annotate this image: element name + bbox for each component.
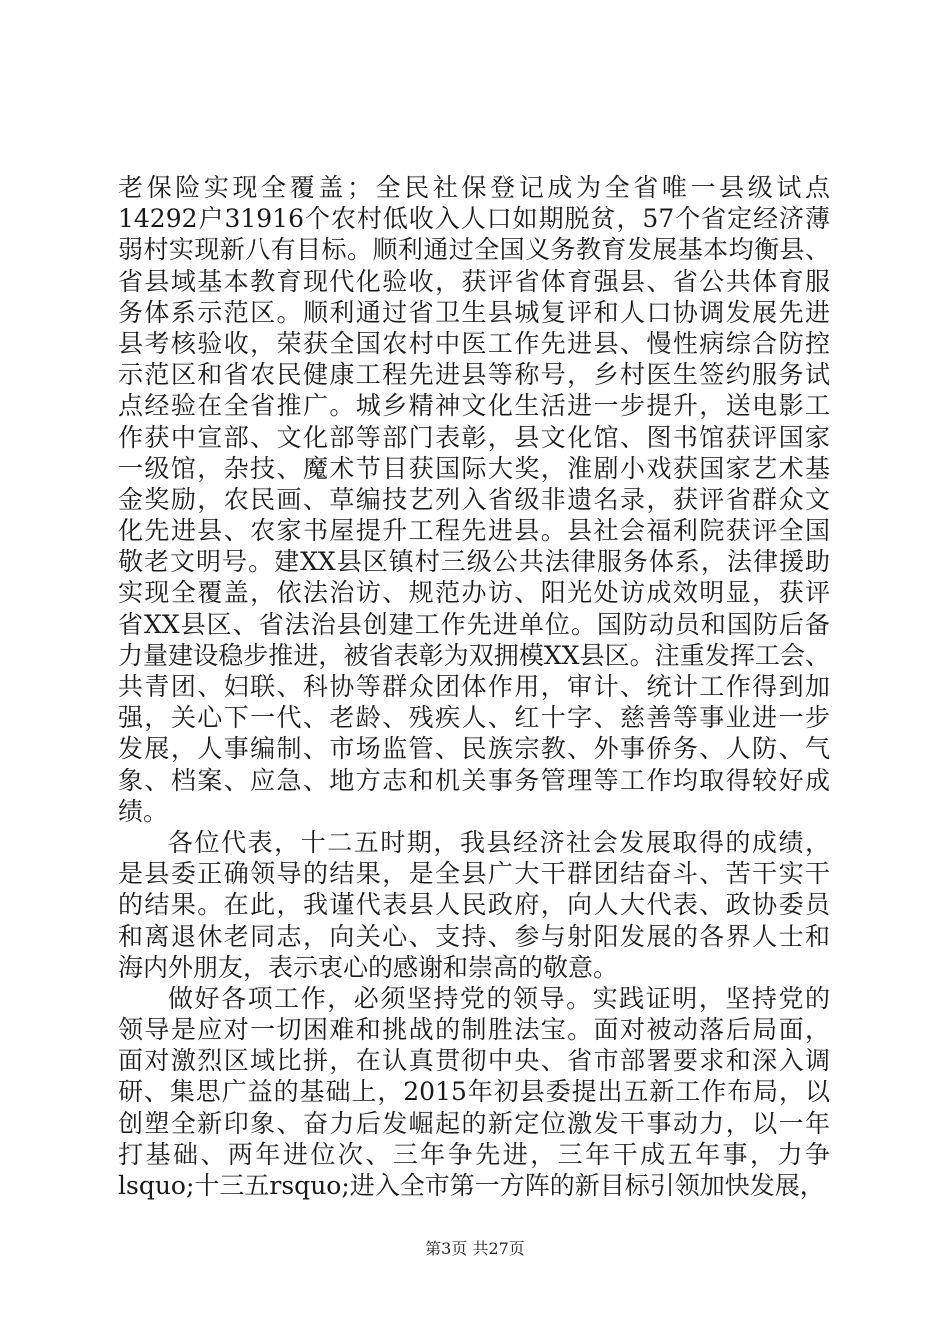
text-line: 打基础、两年进位次、三年争先进，三年干成五年事，力争: [118, 1139, 830, 1169]
text-line: 绩。: [118, 796, 169, 826]
text-line: 海内外朋友，表示衷心的感谢和崇高的敬意。: [118, 952, 619, 982]
text-line: 点经验在全省推广。城乡精神文化生活进一步提升，送电影工: [118, 391, 830, 421]
text-line: 作获中宣部、文化部等部门表彰，县文化馆、图书馆获评国家: [118, 422, 830, 452]
document-body: [118, 172, 830, 1201]
text-line: 一级馆，杂技、魔术节目获国际大奖，淮剧小戏获国家艺术基: [118, 453, 830, 483]
text-line: 省县域基本教育现代化验收，获评省体育强县、省公共体育服: [118, 266, 830, 296]
text-line: 示范区和省农民健康工程先进县等称号，乡村医生签约服务试: [118, 360, 830, 390]
text-line: 创塑全新印象、奋力后发崛起的新定位激发干事动力，以一年: [118, 1108, 830, 1138]
text-line: 金奖励，农民画、草编技艺列入省级非遗名录，获评省群众文: [118, 484, 830, 514]
text-line: 共青团、妇联、科协等群众团体作用，审计、统计工作得到加: [118, 672, 830, 701]
text-line: 务体系示范区。顺利通过省卫生县城复评和人口协调发展先进: [118, 297, 830, 327]
page-footer: 第3页 共27页: [425, 1239, 525, 1258]
text-line: 敬老文明号。建XX县区镇村三级公共法律服务体系，法律援助: [118, 547, 830, 577]
text-line: 领导是应对一切困难和挑战的制胜法宝。面对被动落后局面，: [118, 1015, 830, 1045]
text-line: 研、集思广益的基础上，2015年初县委提出五新工作布局，以: [118, 1077, 830, 1107]
paragraph: [118, 827, 830, 983]
text-line: 做好各项工作，必须坚持党的领导。实践证明，坚持党的: [168, 983, 830, 1013]
text-line: 力量建设稳步推进，被省表彰为双拥模XX县区。注重发挥工会、: [118, 640, 830, 670]
text-line: 14292户31916个农村低收入人口如期脱贫，57个省定经济薄: [118, 204, 830, 234]
text-line: lsquo;十三五rsquo;进入全市第一方阵的新目标引领加快发展，: [118, 1171, 825, 1200]
text-line: 强，关心下一代、老龄、残疾人、红十字、慈善等事业进一步: [118, 703, 830, 733]
text-line: 是县委正确领导的结果，是全县广大干群团结奋斗、苦干实干: [118, 859, 830, 889]
text-line: 发展，人事编制、市场监管、民族宗教、外事侨务、人防、气: [118, 734, 830, 764]
paragraph: [118, 983, 830, 1201]
text-line: 省XX县区、省法治县创建工作先进单位。国防动员和国防后备: [118, 609, 830, 639]
text-line: 各位代表，十二五时期，我县经济社会发展取得的成绩，: [168, 827, 830, 857]
text-line: 象、档案、应急、地方志和机关事务管理等工作均取得较好成: [118, 765, 830, 795]
text-line: 的结果。在此，我谨代表县人民政府，向人大代表、政协委员: [118, 890, 830, 920]
text-line: 和离退休老同志，向关心、支持、参与射阳发展的各界人士和: [118, 921, 830, 951]
text-line: 老保险实现全覆盖；全民社保登记成为全省唯一县级试点: [118, 173, 830, 202]
text-line: 弱村实现新八有目标。顺利通过全国义务教育发展基本均衡县、: [118, 235, 830, 265]
text-line: 面对激烈区域比拼，在认真贯彻中央、省市部署要求和深入调: [118, 1046, 830, 1076]
paragraph: [118, 172, 830, 827]
text-line: 实现全覆盖，依法治访、规范办访、阳光处访成效明显，获评: [118, 578, 830, 608]
text-line: 化先进县、农家书屋提升工程先进县。县社会福利院获评全国: [118, 516, 830, 546]
text-line: 县考核验收，荣获全国农村中医工作先进县、慢性病综合防控: [118, 328, 830, 358]
